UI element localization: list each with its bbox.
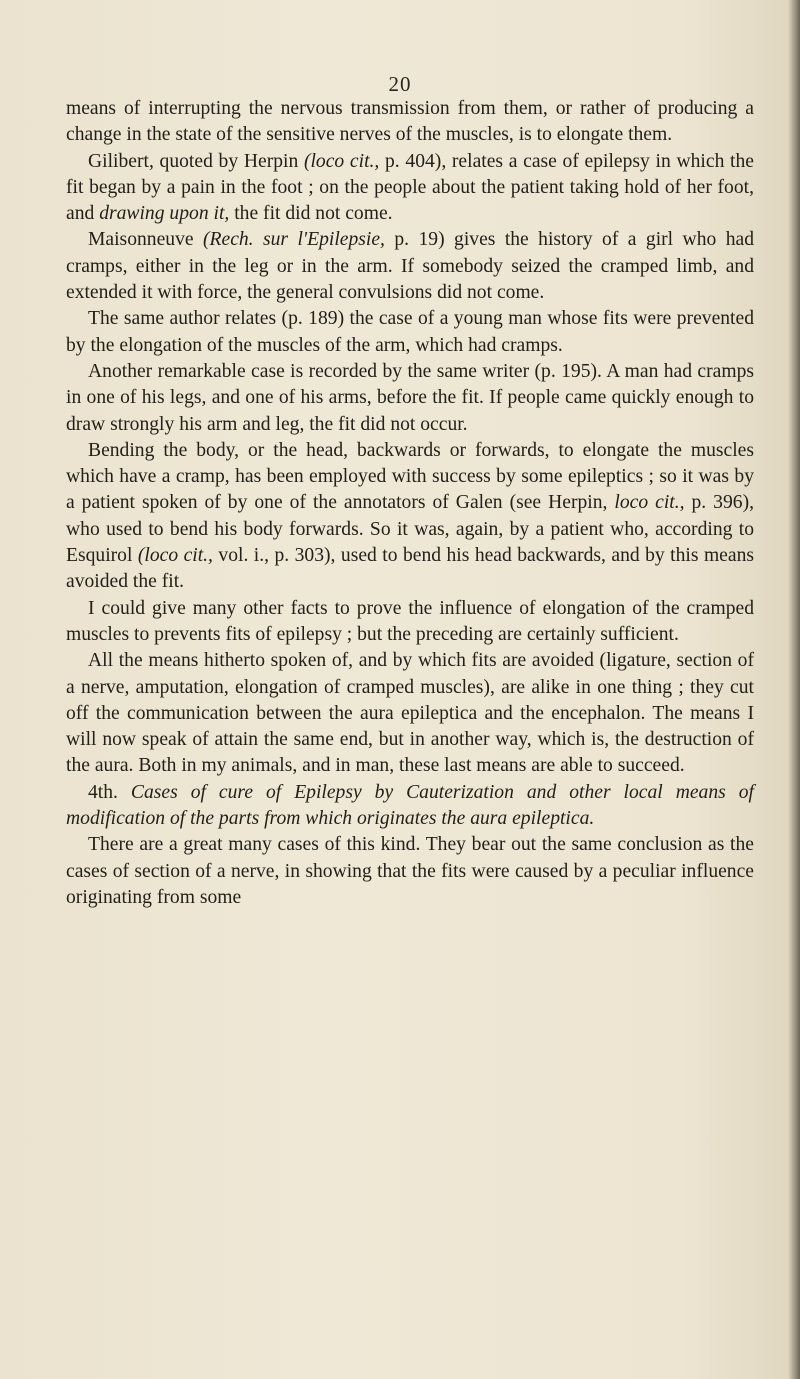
paragraph-p6: [66, 438, 754, 596]
text-run: p. 404), relates a case of epilepsy in which the fit began by a pain in the foot ; on the people about the patient taking hold of her foot, and: [66, 150, 754, 225]
text-run: Gilibert, quoted by Herpin: [88, 150, 304, 172]
text-run: p. 19) gives the history of a girl who had cramps, either in the leg or in the arm. If somebody seized the cramped limb, and extended it with force, the general convulsions did not come.: [66, 229, 754, 304]
text-run: I could give many other facts to prove the influence of elongation of the cramped muscles to prevents fits of epilepsy ; but the preceding are certainly sufficient.: [66, 597, 754, 645]
text-run: vol. i., p. 303), used to bend his head backwards, and by this means avoided the fit.: [66, 545, 754, 593]
italic-text: Cases of cure of Epilepsy by Cauterization and other local means of modification of the parts from which originates the aura epileptica.: [66, 781, 754, 830]
page-edge-shadow: [788, 0, 800, 1379]
text-run: 4th.: [88, 781, 131, 803]
text-run: Maisonneuve: [88, 229, 203, 251]
paragraph-p7: [66, 596, 754, 649]
text-run: the fit did not come.: [229, 203, 393, 225]
paragraph-p1: [66, 96, 754, 149]
paragraph-p4: [66, 306, 754, 359]
page-number: 20: [388, 72, 412, 96]
paragraph-p10: [66, 832, 754, 911]
italic-text: (loco cit.,: [137, 545, 213, 567]
text-run: There are a great many cases of this kind. They bear out the same conclusion as the cases of section of a nerve, in showing that the fits were caused by a peculiar influence originating from some: [66, 834, 754, 908]
italic-text: drawing upon it,: [99, 203, 230, 225]
paragraph-p8: [66, 648, 754, 779]
italic-text: (Rech. sur l'Epilepsie,: [203, 229, 385, 251]
text-run: means of interrupting the nervous transmission from them, or rather of producing a change in the state of the sensitive nerves of the muscles, is to elongate them.: [66, 98, 754, 146]
text-run: Bending the body, or the head, backwards or forwards, to elongate the muscles which have a cramp, has been employed with success by some epileptics ; so it was by a patient spoken of by one of the annotators of Galen (see Herpin,: [66, 439, 754, 514]
paragraph-p2: [66, 149, 754, 228]
text-run: Another remarkable case is recorded by the same writer (p. 195). A man had cramps in one of his legs, and one of his arms, before the fit. If people came quickly enough to draw strongly his arm and leg, the fit did not occur.: [66, 360, 754, 435]
text-run: The same author relates (p. 189) the case of a young man whose fits were prevented by the elongation of the muscles of the arm, which had cramps.: [66, 308, 754, 356]
paragraph-p3: [66, 227, 754, 306]
italic-text: loco cit.,: [614, 492, 685, 514]
text-run: p. 396), who used to bend his body forwards. So it was, again, by a patient who, according to Esquirol: [66, 492, 754, 567]
paragraph-p9: [66, 780, 754, 833]
italic-text: (loco cit.,: [303, 150, 380, 172]
paragraph-p5: [66, 359, 754, 438]
text-run: All the means hitherto spoken of, and by which fits are avoided (ligature, section of a nerve, amputation, elongation of cramped muscles), are alike in one thing ; they cut off the communication between the aura epileptica and the encephalon. The means I will now speak of attain the same end, but in another way, which is, the destruction of the aura. Both in my animals, and in man, these last means are able to succeed.: [66, 650, 754, 777]
body-text: [66, 96, 754, 911]
